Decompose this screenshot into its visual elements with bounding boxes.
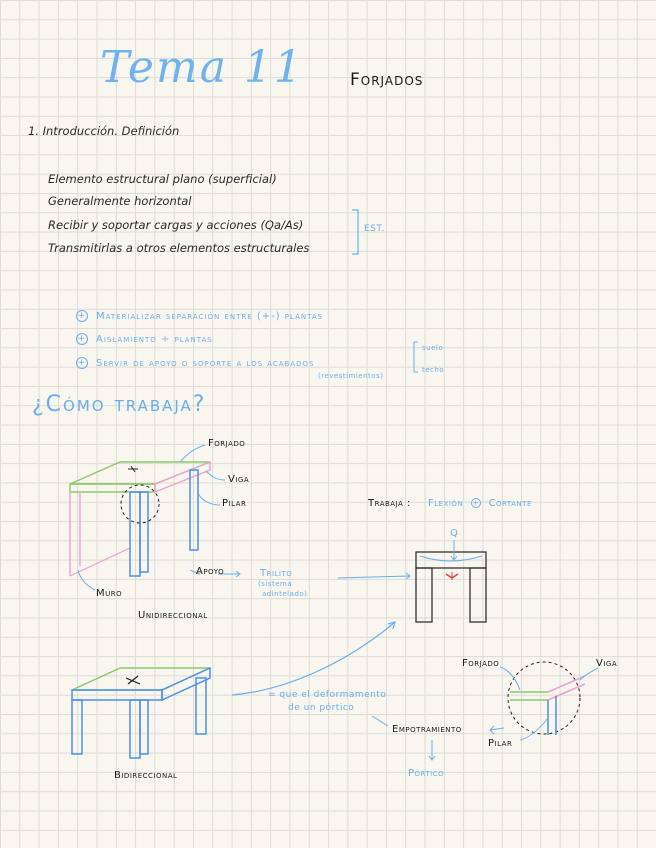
label-flexion <box>428 498 532 509</box>
label-forjado-2: Forjado <box>462 658 500 669</box>
label-portico: Pórtico <box>408 768 445 779</box>
unidirectional-table <box>70 445 410 590</box>
topic-title: Forjados <box>350 70 424 90</box>
function-2-text: Aislamiento ÷ plantas <box>96 334 213 345</box>
title-script: Tema 11 <box>100 42 304 93</box>
plus-circle-icon: + <box>77 311 87 321</box>
plus-circle-icon: + <box>472 499 480 507</box>
empotramiento-detail <box>500 662 598 740</box>
how-heading: ¿Cómo trabaja? <box>32 392 207 417</box>
trilito-diagram <box>416 540 486 622</box>
label-forjado: Forjado <box>208 438 246 449</box>
trilito-note-2: adintelado) <box>262 590 308 598</box>
bracket-note: EST. <box>364 224 385 234</box>
label-q: Q <box>450 528 459 539</box>
brace-suelo: suelo <box>422 344 444 352</box>
label-trilito: Trilito <box>260 568 293 579</box>
deform-note-1: = que el deformamento <box>268 690 387 700</box>
brace-techo: techo <box>422 366 445 374</box>
est-bracket <box>352 210 358 254</box>
label-viga: Viga <box>228 474 250 485</box>
bullet-4: Transmitirlas a otros elementos estructurales <box>48 241 310 255</box>
label-viga-2: Viga <box>596 658 618 669</box>
cortante-text: Cortante <box>488 498 532 509</box>
suelo-techo-brace <box>414 342 418 372</box>
plus-circle-icon: + <box>77 358 87 368</box>
label-unidireccional: Unidireccional <box>138 610 208 621</box>
bullet-1: Elemento estructural plano (superficial) <box>48 172 277 186</box>
function-3-text: Servir de apoyo o soporte a los acabados <box>96 358 315 369</box>
label-empotramiento: Empotramiento <box>392 724 462 735</box>
label-apoyo: Apoyo <box>196 566 225 577</box>
acabados-note: (revestimientos) <box>318 372 384 380</box>
label-pilar: Pilar <box>222 498 247 509</box>
plus-circle-icon: + <box>77 334 87 344</box>
flexion-text: Flexión <box>428 498 464 509</box>
label-muro: Muro <box>96 588 123 599</box>
label-pilar-2: Pilar <box>488 738 513 749</box>
trilito-note-1: (sistema <box>258 580 293 588</box>
section-heading: 1. Introducción. Definición <box>28 124 180 138</box>
bullet-3: Recibir y soportar cargas y acciones (Qa/As) <box>48 218 304 232</box>
deform-note-2: de un pórtico <box>288 703 355 713</box>
bullet-2: Generalmente horizontal <box>48 194 192 208</box>
function-1-text: Materializar separación entre (+-) plantas <box>96 311 324 322</box>
label-trabaja: Trabaja : <box>368 498 411 509</box>
label-bidireccional: Bidireccional <box>114 770 178 781</box>
